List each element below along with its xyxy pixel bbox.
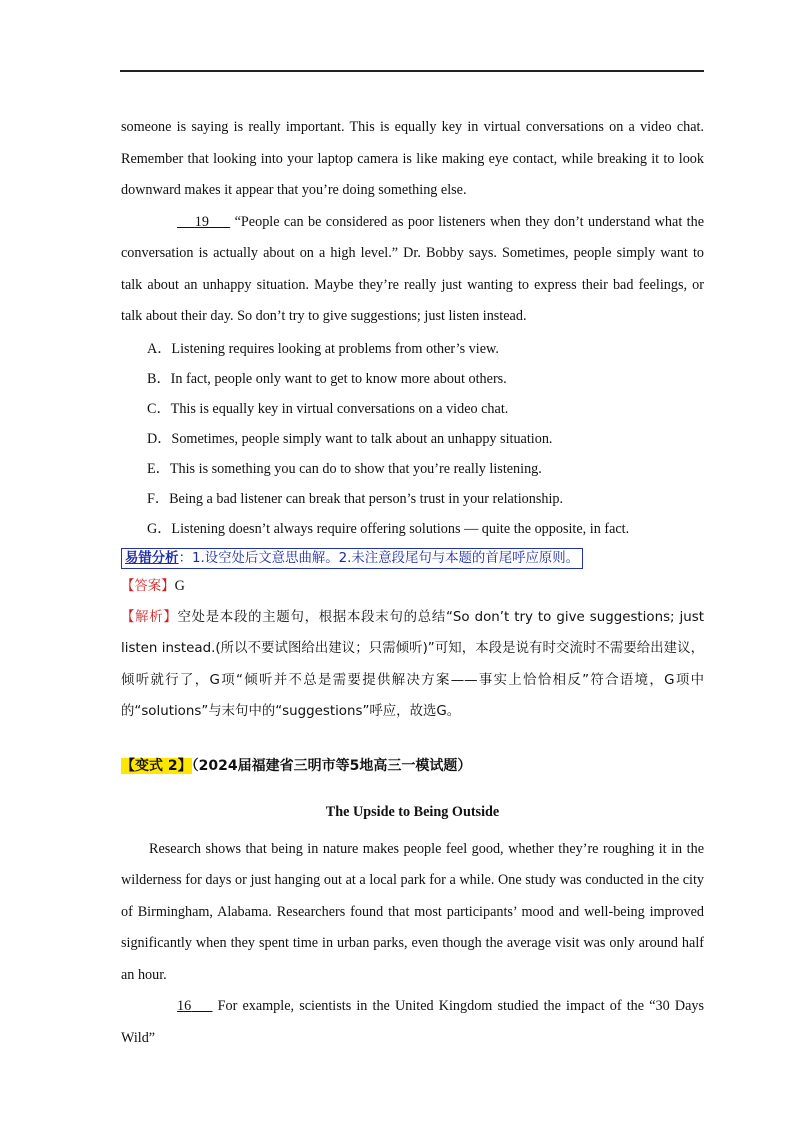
document-body [121, 112, 704, 1054]
option-d: D．Sometimes, people simply want to talk about an unhappy situation. [147, 430, 553, 447]
answer-line [121, 571, 704, 602]
blank-19: 19 [194, 213, 209, 230]
explanation-paragraph [121, 602, 704, 728]
variant-source: （2024届福建省三明市等5地高三一模试题） [191, 757, 472, 774]
variant-tag: 【变式 2】 [121, 757, 192, 774]
explanation-tag: 【解析】 [121, 609, 178, 625]
error-analysis-box [121, 548, 583, 569]
paragraph-continued: someone is saying is really important. This is equally key in virtual conversations on a video chat. Remember that looking into your laptop camera is like making eye contact, while breaking it to look downward makes it appear that you’re doing something else. [121, 119, 704, 198]
question-19-text: “People can be considered as poor listeners when they don’t understand what the conversation is actually about on a high level.” Dr. Bobby says. Sometimes, people simply want to talk about an unhappy situation. Maybe they’re really just wanting to express their bad feelings, or talk about their day. So don’t try to give suggestions; just listen instead. [121, 213, 704, 324]
answer-tag: 【答案】 [121, 578, 175, 594]
question-16-text: For example, scientists in the United Kingdom studied the impact of the “30 Days Wild” [121, 998, 704, 1046]
option-g: G．Listening doesn’t always require offering solutions — quite the opposite, in fact. [147, 520, 630, 537]
blank-16: 16 [177, 998, 192, 1014]
error-analysis-label: 易错分析 [125, 550, 179, 566]
options-list [121, 334, 704, 544]
error-analysis-text: ：1.设空处后文意思曲解。2.未注意段尾句与本题的首尾呼应原则。 [178, 550, 580, 566]
question-19-paragraph [121, 207, 704, 333]
question-16-paragraph [121, 991, 704, 1054]
answer-value: G [174, 577, 185, 594]
article-paragraph: Research shows that being in nature makes people feel good, whether they’re roughing it in the wilderness for days or just hanging out at a local park for a while. One study was conducted in the city of Birmingham, Alabama. Researchers found that most participants’ mood and well-being improved significantly when they spent time in urban parks, even though the average visit was only around half an hour. [121, 840, 704, 983]
variant-heading [121, 754, 704, 778]
header-rule [120, 70, 704, 72]
article-title: The Upside to Being Outside [325, 803, 500, 820]
option-a: A．Listening requires looking at problems from other’s view. [147, 340, 499, 357]
option-f: F．Being a bad listener can break that person’s trust in your relationship. [147, 490, 564, 507]
option-b: B．In fact, people only want to get to know more about others. [147, 370, 507, 387]
option-e: E．This is something you can do to show that you’re really listening. [147, 460, 542, 477]
explanation-text: 空处是本段的主题句，根据本段末句的总结“So don’t try to give suggestions; just listen instead.(所以不要试图给出建议；只需倾听)”可知，本段是说有时交流时不需要给出建议，倾听就行了，G项“倾听并不总是需要提供解决方案——事实上恰恰相反”符合语境，G项中的“solutions”与末句中的“suggestions”呼应，故选G。 [121, 609, 704, 719]
option-c: C．This is equally key in virtual conversations on a video chat. [147, 400, 509, 417]
